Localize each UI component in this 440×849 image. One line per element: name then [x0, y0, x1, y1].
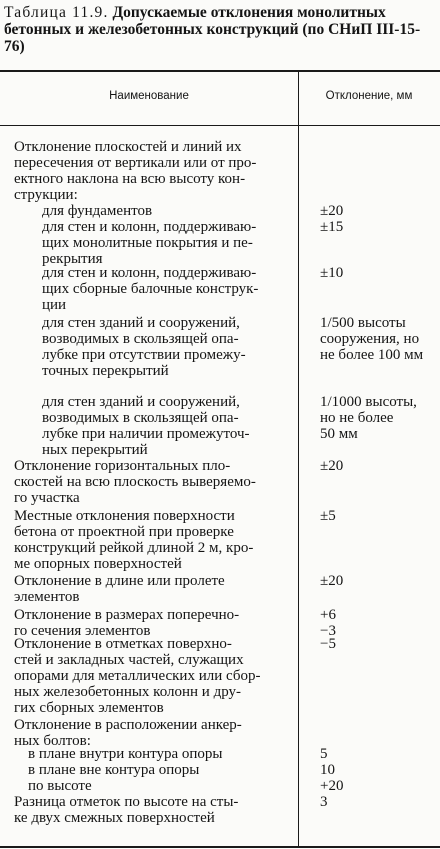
- row-value: ±20: [320, 573, 344, 589]
- row-name: Отклонение в длине или пролете элементов: [14, 573, 225, 605]
- table-top-rule: [0, 70, 440, 72]
- row-name: Отклонение плоскостей и линий их пересечения от вертикали или от про- ектного наклона на всю высоту кон- струкции:: [14, 139, 257, 203]
- row-name: Местные отклонения поверхности бетона от проектной при проверке конструкций рейкой длиной 2 м, кро- ме опорных поверхностей: [14, 508, 254, 572]
- row-name: в плане вне контура опоры: [28, 762, 200, 778]
- row-value: −5: [320, 636, 336, 652]
- row-name: для стен зданий и сооружений, возводимых в скользящей опа- лубке при отсутствии промежу- точных перекрытий: [42, 315, 246, 379]
- row-name: Отклонение горизонтальных пло- скостей на всю плоскость выверяемо- го участка: [14, 458, 256, 506]
- column-header-deviation: Отклонение, мм: [325, 90, 413, 102]
- row-name: для стен и колонн, поддерживаю- щих сборные балочные конструк- ции: [42, 265, 259, 313]
- row-name: для фундаментов: [42, 203, 153, 219]
- row-value: 5: [320, 746, 328, 762]
- row-value: +6 −3: [320, 607, 336, 639]
- row-value: 1/1000 высоты, но не более 50 мм: [320, 394, 417, 442]
- row-name: по высоте: [28, 778, 92, 794]
- row-value: ±10: [320, 265, 344, 281]
- row-value: ±15: [320, 219, 344, 235]
- row-value: ±5: [320, 508, 336, 524]
- row-value: 10: [320, 762, 335, 778]
- header-bottom-rule: [0, 125, 440, 126]
- row-name: Разница отметок по высоте на сты- ке двух смежных поверхностей: [14, 794, 239, 826]
- row-value: 3: [320, 794, 328, 810]
- row-name: Отклонение в размерах поперечно- го сечения элементов: [14, 607, 240, 639]
- row-name: Отклонение в расположении анкер- ных болтов:: [14, 717, 242, 749]
- row-name: в плане внутри контура опоры: [28, 746, 223, 762]
- table-number: Таблица 11.9.: [4, 4, 109, 21]
- column-divider: [298, 70, 299, 848]
- column-header-name: Наименование: [109, 90, 189, 102]
- table-title: Допускаемые отклонения монолитных бетонных и железобетонных конструкций (по СНиП III-15-76): [4, 4, 421, 55]
- row-value: ±20: [320, 458, 344, 474]
- row-name: для стен зданий и сооружений, возводимых в скользящей опа- лубке при наличии промежуточ- ных перекрытий: [42, 394, 250, 458]
- table-caption: [4, 4, 436, 55]
- row-value: +20: [320, 778, 344, 794]
- row-name: Отклонение в отметках поверхно- стей и закладных частей, служащих опорами для металлических или сбор- ных железобетонных колонн и дру- гих сборных элементов: [14, 636, 261, 716]
- row-name: для стен и колонн, поддерживаю- щих монолитные покрытия и пе- рекрытия: [42, 219, 257, 267]
- row-value: ±20: [320, 203, 344, 219]
- row-value: 1/500 высоты сооружения, но не более 100 мм: [320, 315, 424, 363]
- table-bottom-rule: [0, 846, 440, 848]
